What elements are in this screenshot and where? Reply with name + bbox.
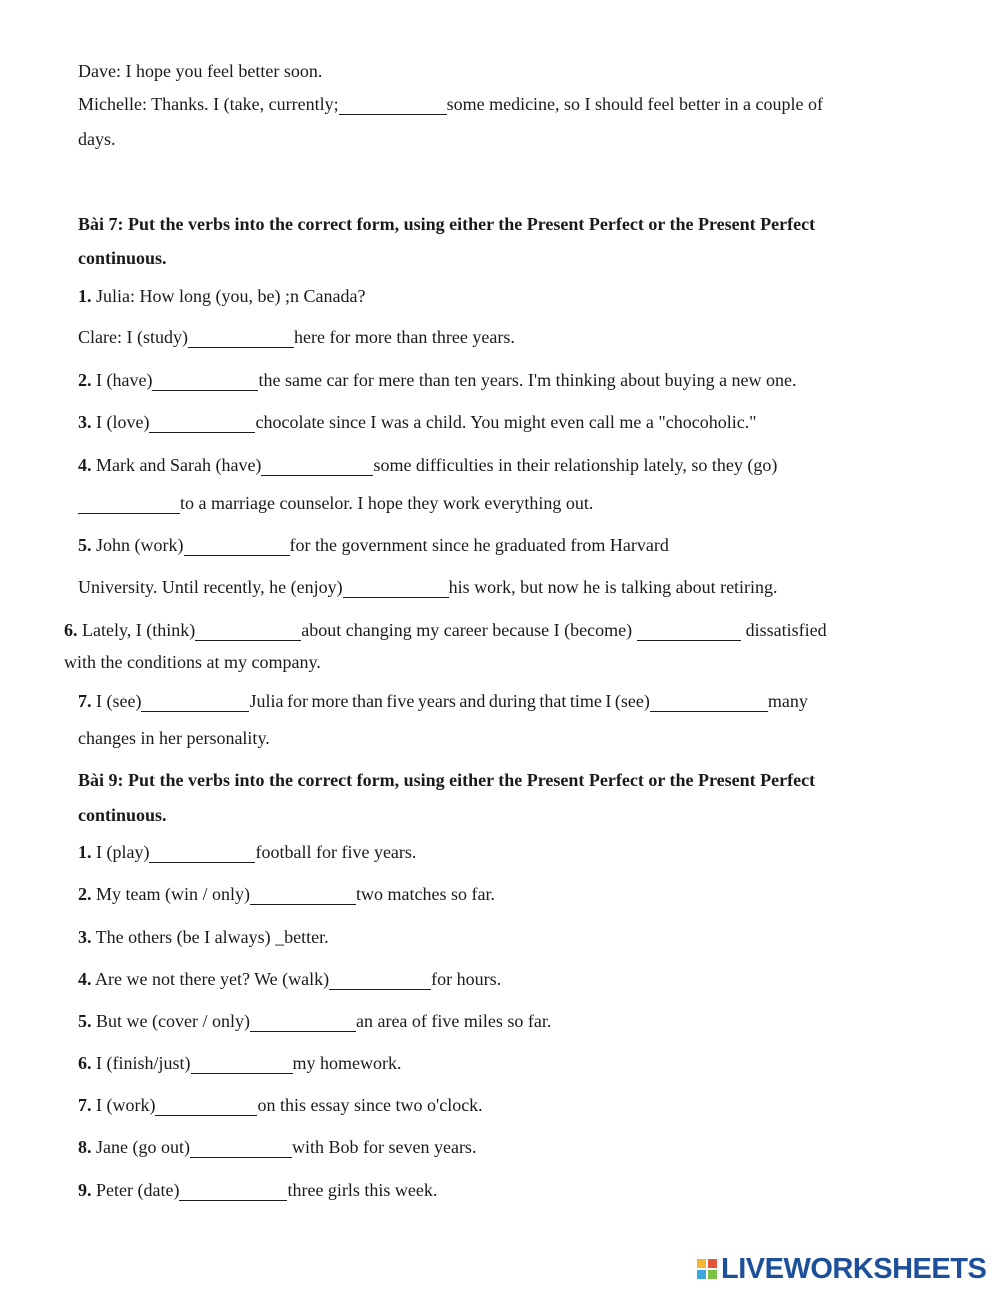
intro-line-2-start: Michelle: Thanks. I (take, currently; <box>78 94 339 114</box>
liveworksheets-logo-icon <box>697 1259 717 1279</box>
item-text: an area of five miles so far. <box>355 1011 552 1031</box>
item-number: 2. <box>78 370 92 390</box>
ex7-item-7 <box>78 690 808 712</box>
answer-blank[interactable] <box>184 538 290 556</box>
answer-blank[interactable] <box>195 623 301 641</box>
liveworksheets-logo[interactable] <box>697 1252 986 1286</box>
answer-blank-intro[interactable] <box>339 97 447 115</box>
item-number: 4. <box>78 969 92 989</box>
item-number: 3. <box>78 412 92 432</box>
ex7-item-5 <box>78 534 669 556</box>
item-text: Lately, I (think) <box>77 620 196 640</box>
ex7-heading-cont: continuous. <box>78 248 167 268</box>
item-number: 7. <box>78 691 92 711</box>
item-text: some difficulties in their relationship lately, so they (go) <box>373 455 778 475</box>
answer-blank[interactable] <box>343 580 449 598</box>
ex7-item-6 <box>64 619 827 641</box>
item-number: 3. <box>78 927 92 947</box>
item-text: Jane (go out) <box>91 1137 190 1157</box>
item-text: I (see) <box>91 691 142 711</box>
intro-line-2-end: some medicine, so I should feel better in a couple of <box>446 94 823 114</box>
ex7-item-1 <box>78 285 365 307</box>
answer-blank[interactable] <box>78 496 180 514</box>
ex9-item-6 <box>78 1052 401 1074</box>
ex7-item-1b <box>78 326 515 348</box>
item-text: Julia for more than five years and during that time I (see) <box>249 691 650 711</box>
item-text: University. Until recently, he (enjoy) <box>78 577 343 597</box>
answer-blank[interactable] <box>152 373 258 391</box>
item-number: 2. <box>78 884 92 904</box>
ex9-item-8 <box>78 1136 476 1158</box>
item-text: about changing my career because I (become) <box>301 620 633 640</box>
ex7-item-7b: changes in her personality. <box>78 728 270 748</box>
ex9-item-9 <box>78 1179 437 1201</box>
item-number: 6. <box>64 620 78 640</box>
item-text: Mark and Sarah (have) <box>91 455 262 475</box>
ex7-item-4 <box>78 454 777 476</box>
item-text: for hours. <box>431 969 502 989</box>
answer-blank[interactable] <box>149 845 255 863</box>
ex9-heading-cont: continuous. <box>78 805 167 825</box>
ex7-item-2 <box>78 369 797 391</box>
item-text: My team (win / only) <box>91 884 250 904</box>
answer-blank[interactable] <box>149 415 255 433</box>
item-number: 6. <box>78 1053 92 1073</box>
item-text: many <box>767 691 808 711</box>
item-text: the same car for mere than ten years. I'm thinking about buying a new one. <box>258 370 797 390</box>
answer-blank[interactable] <box>329 972 431 990</box>
ex9-heading: Bài 9: Put the verbs into the correct form, using either the Present Perfect or the Present Perfect <box>78 770 816 790</box>
ex9-item-7 <box>78 1094 483 1116</box>
item-text: for the government since he graduated from Harvard <box>289 535 669 555</box>
item-number: 1. <box>78 842 92 862</box>
ex7-heading: Bài 7: Put the verbs into the correct form, using either the Present Perfect or the Present Perfect <box>78 214 816 234</box>
ex7-item-3 <box>78 411 757 433</box>
item-number: 7. <box>78 1095 92 1115</box>
liveworksheets-brand: LIVEWORKSHEETS <box>721 1252 987 1285</box>
item-text: I (play) <box>91 842 150 862</box>
item-text: Julia: How long (you, be) ;n Canada? <box>91 286 366 306</box>
item-text: But we (cover / only) <box>91 1011 250 1031</box>
item-text: three girls this week. <box>287 1180 438 1200</box>
intro-line-2 <box>78 93 823 115</box>
item-text: here for more than three years. <box>293 327 515 347</box>
item-text: Peter (date) <box>91 1180 180 1200</box>
answer-blank[interactable] <box>190 1140 292 1158</box>
answer-blank[interactable] <box>637 623 741 641</box>
answer-blank[interactable] <box>250 887 356 905</box>
item-text: my homework. <box>292 1053 402 1073</box>
answer-blank[interactable] <box>188 330 294 348</box>
ex9-item-4 <box>78 968 501 990</box>
ex7-item-4b <box>78 492 593 514</box>
item-text: The others (be I always) _better. <box>91 927 329 947</box>
answer-blank[interactable] <box>179 1183 287 1201</box>
answer-blank[interactable] <box>250 1014 356 1032</box>
item-number: 9. <box>78 1180 92 1200</box>
item-number: 4. <box>78 455 92 475</box>
ex9-item-1 <box>78 841 416 863</box>
item-text: his work, but now he is talking about retiring. <box>448 577 778 597</box>
intro-line-1: Dave: I hope you feel better soon. <box>78 61 323 81</box>
answer-blank[interactable] <box>191 1056 293 1074</box>
item-text: I (work) <box>91 1095 156 1115</box>
item-text: I (have) <box>91 370 153 390</box>
answer-blank[interactable] <box>141 694 249 712</box>
item-text: with Bob for seven years. <box>291 1137 477 1157</box>
item-number: 1. <box>78 286 92 306</box>
item-number: 5. <box>78 535 92 555</box>
item-text: two matches so far. <box>355 884 495 904</box>
ex9-item-2 <box>78 883 495 905</box>
item-number: 5. <box>78 1011 92 1031</box>
answer-blank[interactable] <box>155 1098 257 1116</box>
item-text: to a marriage counselor. I hope they work everything out. <box>180 493 594 513</box>
item-text: football for five years. <box>255 842 417 862</box>
item-text: chocolate since I was a child. You might even call me a "chocoholic." <box>255 412 757 432</box>
ex7-item-5b <box>78 576 778 598</box>
ex7-item-6b: with the conditions at my company. <box>64 652 321 672</box>
ex9-item-5 <box>78 1010 551 1032</box>
item-number: 8. <box>78 1137 92 1157</box>
item-text: I (finish/just) <box>91 1053 191 1073</box>
answer-blank[interactable] <box>261 458 373 476</box>
item-text: dissatisfied <box>745 620 827 640</box>
item-text: I (love) <box>91 412 150 432</box>
ex9-item-3 <box>78 926 329 948</box>
item-text: Clare: I (study) <box>78 327 188 347</box>
item-text: Are we not there yet? We (walk) <box>91 969 330 989</box>
item-text: on this essay since two o'clock. <box>257 1095 483 1115</box>
intro-line-3: days. <box>78 129 116 149</box>
item-text: John (work) <box>91 535 184 555</box>
answer-blank[interactable] <box>650 694 768 712</box>
